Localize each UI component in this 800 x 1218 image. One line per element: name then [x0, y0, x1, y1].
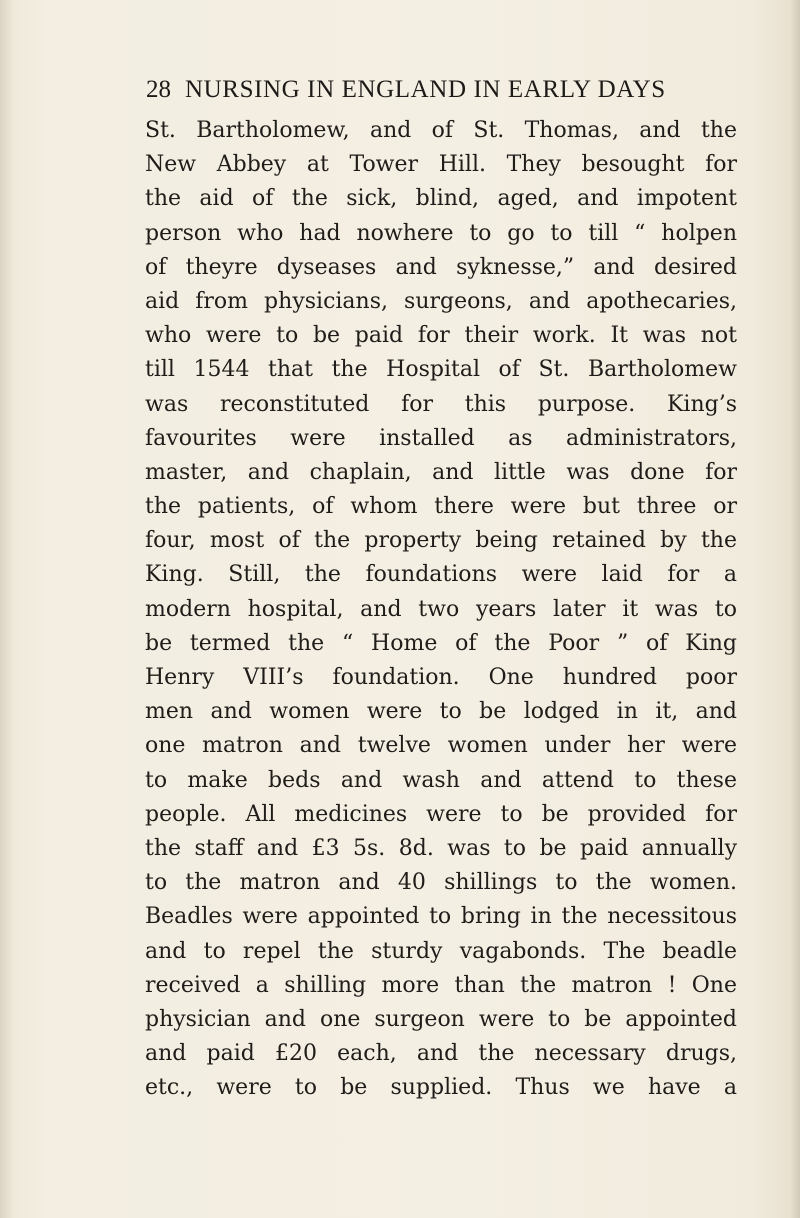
text-line: the staff and £3 5s. 8d. was to be paid annually [145, 835, 737, 861]
text-line: was reconstituted for this purpose. King’s [145, 391, 737, 417]
text-line: to make beds and wash and attend to these [145, 767, 737, 793]
text-line: till 1544 that the Hospital of St. Bartholomew [145, 357, 737, 383]
text-line: of theyre dyseases and syknesse,” and desired [145, 254, 737, 280]
text-line: Henry VIII’s foundation. One hundred poor [145, 665, 737, 690]
text-line: Beadles were appointed to bring in the necessitous [145, 904, 737, 930]
running-head [146, 76, 736, 104]
text-line: and paid £20 each, and the necessary drugs, [145, 1041, 737, 1067]
text-line: one matron and twelve women under her were [145, 733, 737, 759]
text-line: be termed the “ Home of the Poor ” of King [145, 630, 737, 656]
text-line: four, most of the property being retained by the [145, 528, 737, 554]
text-line: to the matron and 40 shillings to the women. [145, 870, 737, 896]
text-line: favourites were installed as administrators, [145, 425, 737, 451]
page-number: 28 [146, 76, 171, 103]
text-line: etc., were to be supplied. Thus we have a [145, 1075, 737, 1101]
text-line: the aid of the sick, blind, aged, and impotent [145, 186, 737, 212]
text-line: and to repel the sturdy vagabonds. The beadle [145, 938, 737, 964]
text-line: New Abbey at Tower Hill. They besought for [145, 152, 737, 178]
text-line: aid from physicians, surgeons, and apothecaries, [145, 288, 737, 314]
text-line: who were to be paid for their work. It was not [145, 323, 737, 349]
running-title: NURSING IN ENGLAND IN EARLY DAYS [185, 76, 666, 103]
text-line: people. All medicines were to be provided for [145, 801, 737, 827]
text-line: physician and one surgeon were to be appointed [145, 1006, 737, 1032]
text-line: master, and chaplain, and little was done for [145, 459, 737, 485]
page-gutter-shadow [0, 0, 14, 1218]
text-line: men and women were to be lodged in it, and [145, 699, 737, 725]
text-line: the patients, of whom there were but three or [145, 494, 737, 520]
text-line: received a shilling more than the matron ! One [145, 972, 737, 998]
page-edge-shadow [790, 0, 800, 1218]
text-line: modern hospital, and two years later it was to [145, 596, 737, 622]
text-line: St. Bartholomew, and of St. Thomas, and the [145, 118, 737, 143]
text-line: person who had nowhere to go to till “ holpen [145, 220, 737, 246]
body-text [145, 114, 737, 1105]
text-line: King. Still, the foundations were laid for a [145, 562, 737, 588]
